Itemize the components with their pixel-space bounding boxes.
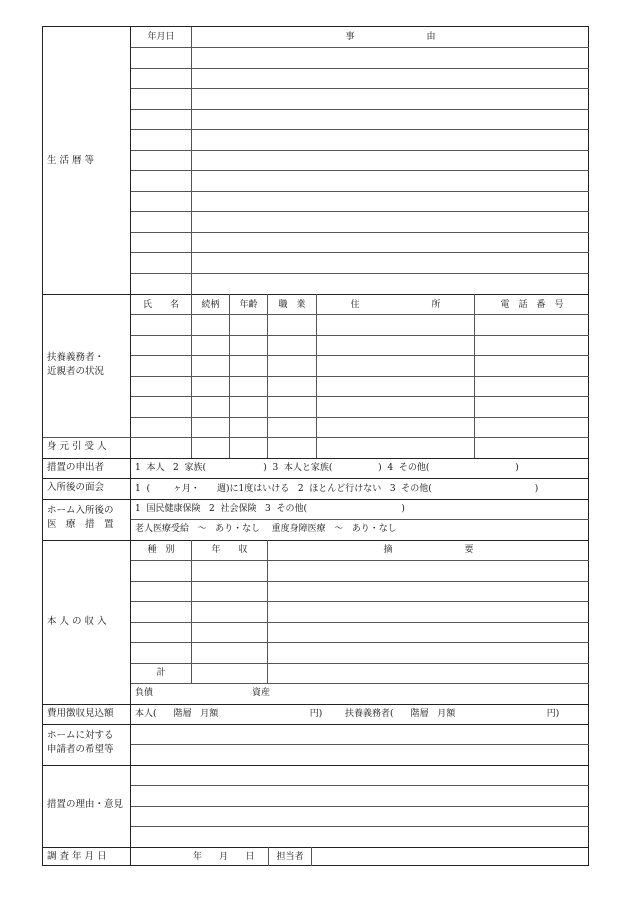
history-date-header: 年月日 (147, 32, 175, 42)
applicant-options: 1 本人 2 家族( ) 3 本人と家族( ) 4 その他( ) (135, 463, 519, 473)
visit-options: 1 ( ヶ月・ 週)に1度はいける 2 ほとんど行けない 3 その他( ) (135, 484, 539, 494)
income-col-summary: 摘 要 (383, 545, 474, 555)
fee-label: 費用徴収見込額 (47, 708, 114, 719)
visit-label: 入所後の面会 (47, 482, 105, 493)
income-section-label: 本 人 の 収 入 (47, 616, 107, 627)
reason-label: 措置の理由・意見 (47, 799, 124, 810)
dep-col-job: 職 業 (278, 300, 306, 310)
income-div-1 (191, 540, 192, 683)
fee-dependent: 扶養義務者( 階層 月額 円) (345, 709, 560, 719)
dep-col-address: 住 所 (350, 300, 441, 310)
dep-col-relation: 続柄 (201, 300, 220, 310)
dep-col-phone: 電 話 番 号 (500, 300, 564, 310)
survey-staff-label: 担当者 (276, 852, 304, 862)
dep-col-name: 氏 名 (142, 300, 179, 310)
fee-self: 本人( 階層 月額 円) (135, 709, 323, 719)
history-reason-header: 事 由 (345, 32, 436, 42)
dep-col-age: 年齢 (239, 300, 258, 310)
medical-benefit-options: 老人医療受給 ～ あり・なし 重度身障医療 ～ あり・なし (135, 524, 397, 534)
medical-label-2: 医 療 措 置 (47, 519, 114, 530)
applicant-label: 措置の申出者 (47, 462, 105, 473)
survey-label: 調 査 年 月 日 (47, 851, 107, 862)
wishes-label-1: ホームに対する (47, 730, 114, 741)
history-section-label: 生 活 暦 等 (47, 155, 95, 166)
wishes-label-2: 申請者の希望等 (47, 744, 114, 755)
guarantor-label: 身 元 引 受 人 (47, 441, 107, 452)
income-col-type: 種 別 (147, 545, 175, 555)
survey-date: 年 月 日 (193, 852, 255, 862)
income-debt-label: 負債 (135, 688, 154, 698)
medical-insurance-options: 1 国民健康保険 2 社会保険 3 その他( ) (135, 504, 405, 514)
income-div-2 (267, 540, 268, 683)
survey-div-2 (311, 847, 312, 866)
medical-label-1: ホーム入所後の (47, 505, 114, 516)
income-col-annual: 年 収 (211, 545, 248, 555)
dependents-label-1: 扶養義務者・ (47, 352, 105, 363)
label-column-divider (130, 27, 131, 866)
income-assets-label: 資産 (252, 688, 271, 698)
intake-form (42, 26, 589, 866)
dependents-label-2: 近親者の状況 (47, 366, 105, 377)
income-total-label: 計 (156, 668, 166, 678)
